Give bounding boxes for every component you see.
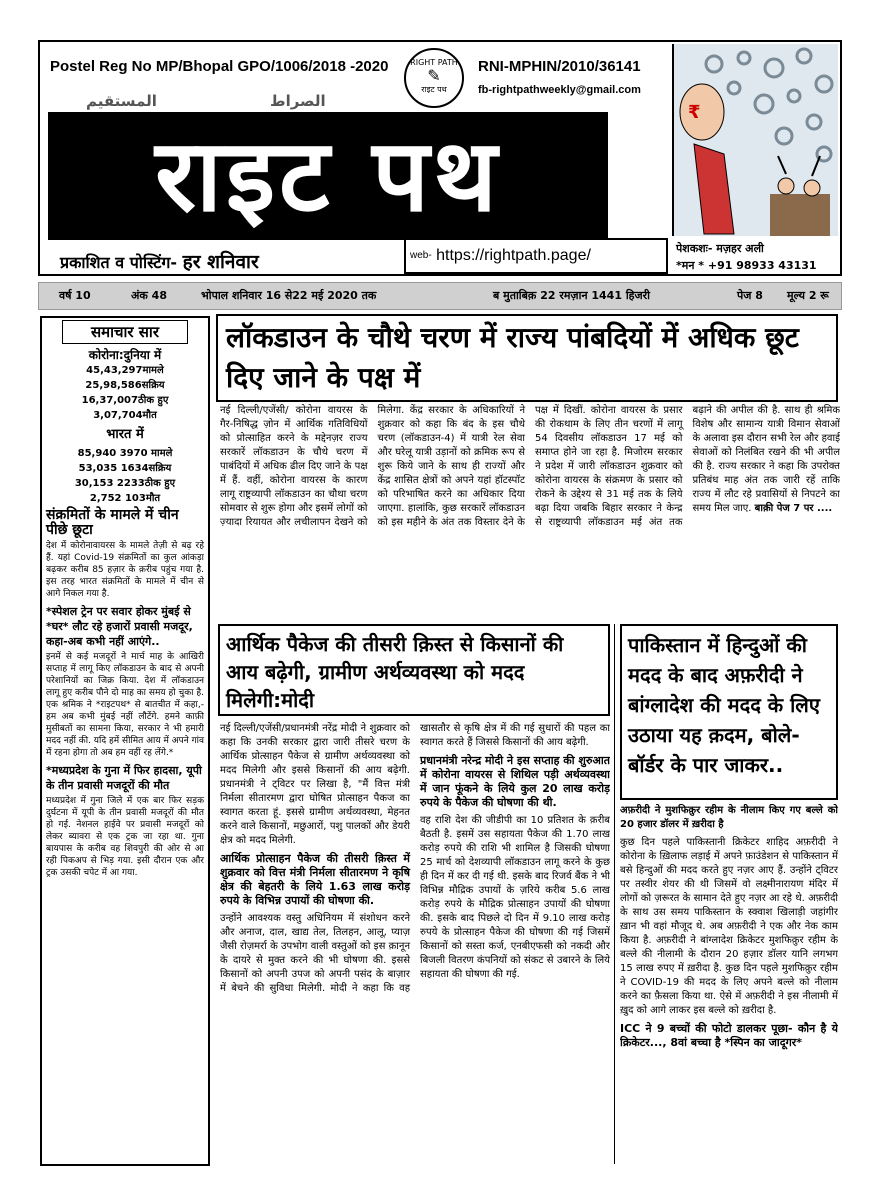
volume-year: वर्ष 10 (59, 289, 91, 302)
story3-paragraph: ICC ने 9 बच्चों की फोटो डालकर पूछा- कौन है ये क्रिकेटर..., 8वां बच्चा है *स्पिन का जादूगर* (620, 1022, 838, 1049)
page-count: पेज 8 (737, 289, 763, 302)
world-stat: 45,43,297मामले (86, 365, 164, 376)
covid-stats (46, 348, 204, 506)
dateline-bar (38, 282, 842, 310)
presenter-info (676, 240, 817, 274)
website-box[interactable] (404, 238, 668, 274)
story2-paragraph: प्रधानमंत्री नरेन्द्र मोदी ने इस सप्ताह की शुरुआत में कोरोना वायरस से शिथिल पड़ी अर्थव्यवस्था में जान फूंकने के लिये कुल 20 लाख करोड़ रुपये के पैकेज की घोषणा की थी. (420, 754, 610, 809)
cartoon-image (672, 44, 838, 236)
story2-paragraph: वह राशि देश की जीडीपी का 10 प्रतिशत के क़रीब बैठती है. इसमें उस सहायता पैकेज की 1.70 लाख करोड़ रुपये की राशि भी शामिल है जिसकी घोषणा 25 मार्च को देशव्यापी लॉकडाउन लागू करने के कुछ ही दिन में कर दी गई थी. इसके बाद रिजर्व बैंक ने भी विभिन्न मौद्रिक उपायों के ज़रिये करीब 5.6 लाख करोड़ रुपये के मौद्रिक प्रोत्साहन उपायों की घोषणा की. इसके बाद पिछले दो दिन में 9.10 लाख करोड़ रुपये के प्रोत्साहन पैकेज की घोषणा की गई जिसमें किसानों को सस्ता कर्ज, एनबीएफसी को नकदी और बिजली वितरण कंपनियों को संकट से उबारने के लिये सहायता की घोषणा की गई. (420, 815, 610, 980)
seal-top-text: RIGHT PATH (410, 58, 458, 67)
story2-body (220, 722, 610, 1162)
issue-number: अंक 48 (131, 289, 167, 302)
india-stat: 85,940 3970 मामले (77, 448, 173, 459)
book-icon: ✎ (427, 66, 441, 85)
world-stat: 3,07,704मौत (93, 410, 157, 421)
sidebar-paragraph-1: देश में कोरोनावायरस के मामले तेज़ी से बढ़ रहे हैं. यहां Covid-19 संक्रमितों का कुल आंकड़ा बढ़कर करीब 85 हज़ार के क़रीब पहुंच गया है. इस तरह भारत संक्रमितों के मामले में चीन से आगे निकल गया है. (46, 541, 204, 599)
newspaper-logo: राइट पथ (48, 112, 608, 240)
svg-text:₹: ₹ (688, 102, 701, 123)
sidebar-headline-1: संक्रमितों के मामले में चीन पीछे छूटा (46, 507, 179, 538)
story3-paragraph: कुछ दिन पहले पाकिस्तानी क्रिकेटर शाहिद अफ़रीदी ने कोरोना के ख़िलाफ लड़ाई में अपने फ़ाउंडेशन से पाकिस्तान में बसे हिन्दुओं की मदद करते हुए नज़र आए हैं. उन्होंने ट्विटर पर तस्वीर शेयर की थी जिसमें वो लक्ष्मीनारायण मंदिर में लोगों को ज़रूरत के सामान देते हुए नज़र आ रहे थे. अफ़रीदी के साथ उस समय पाकिस्तान के स्क्वाश खिलाड़ी जहांगीर ख़ान भी वहां मौजूद थे. अब अफ़रीदी ने एक और नेक काम किया है. अफ़रीदी ने बांग्लादेश क्रिकेटर मुशफिक़ुर रहीम के बल्ले की नीलामी के दौरान 20 हज़ार डॉलर यानि लगभग 15 लाख रुपए में ख़रीदा है. कुछ दिन पहले मुशफिक़ुर रहीम ने COVID-19 की मदद के लिए अपने बल्ले को नीलाम करने का फ़ैसला किया था. ऐसे में अफ़रीदी ने इस नीलामी में ख़ुद को आगे लाकर इस बल्ले को ख़रीदा है. (620, 837, 838, 1016)
seal-bottom-text: राइट पथ (421, 85, 447, 94)
lead-body (220, 404, 840, 614)
world-stat: 25,98,586सक्रिय (85, 380, 165, 391)
story2-headline: आर्थिक पैकेज की तीसरी क़िस्त से किसानों की आय बढ़ेगी, ग्रामीण अर्थव्यवस्था को मदद मिलेगी:मोदी (218, 624, 610, 716)
lead-body-text: नई दिल्ली/एजेंसी/ कोरोना वायरस के गैर-निषिद्ध ज़ोन में आर्थिक गतिविधियों को प्रोत्साहित करने के मद्देनज़र राज्य सरकारें लॉकडाउन के चौथे चरण में पाबंदियों में अधिक ढील दिए जाने के पक्ष में हैं. वहीं, कोरोना वायरस के कारण लागू राष्ट्रव्यापी लॉकडाउन का चौथा चरण सोमवार से शुरू होगा और इसमें लोगों को ज़्यादा रियायत और लचीलापन देखने को मिलेगा. केंद्र सरकार के अधिकारियों ने शुक्रवार को कहा कि बंद के इस चौथे चरण (लॉकडाउन-4) में यात्री रेल सेवा और घरेलू यात्री उड़ानों को क्रमिक रूप से शुरू किये जाने के साथ ही राज्यों और केंद्र शासित क्षेत्रों को अपने यहां हॉटस्पॉट को परिभाषित करने का अधिकार दिया जाएगा. हालांकि, कुछ सरकारें लॉकडाउन को इस महीने के अंत तक विस्तार देने के पक्ष में दिखीं. कोरोना वायरस के प्रसार की रोकथाम के लिए तीन चरणों में लागू 54 दिवसीय लॉकडाउन 17 मई को समाप्त होने जा रहा है. मिजोरम सरकार ने प्रदेश में जारी लॉकडाउन शुक्रवार को कोरोना वायरस के संक्रमण के प्रसार को रोकने के उद्देश्य से 31 मई तक के लिये बढ़ा दिया जबकि बिहार सरकार ने केन्द्र से राष्ट्रव्यापी लॉकडाउन मई अंत तक बढ़ाने की अपील की है. साथ ही श्रमिक विशेष और सामान्य यात्री विमान सेवाओं के अलावा इस दौरान सभी रेल और हवाई सेवाओं को निलंबित रखने की भी अपील की है. राज्य सरकार ने कहा कि उपरोक्त प्रतिबंध माह अंत तक जारी रहें ताकि राज्य में लौट रहे प्रवासियों से निपटने का समय मिल जाए. (220, 405, 840, 528)
issue-date: भोपाल शनिवार 16 से22 मई 2020 तक (201, 289, 377, 302)
tagline-day: हर शनिवार (182, 251, 259, 273)
lead-headline: लॉकडाउन के चौथे चरण में राज्य पांबदियों में अधिक छूट दिए जाने के पक्ष में (216, 314, 838, 402)
publication-tagline (60, 248, 259, 274)
hijri-date: ब मुताबिक़ 22 रमज़ान 1441 हिजरी (493, 289, 651, 302)
presenter-name: पेशकशः- मज़हर अली (676, 242, 764, 255)
sidebar-paragraph-3: मध्यप्रदेश में गुना जिले में एक बार फिर सड़क दुर्घटना में यूपी के तीन प्रवासी मजदूरों की मौत हो गई. नेशनल हाईवे पर प्रवासी मजदूरों को लेकर ब्यावरा से एक ट्रक जा रहा था. गुना बायपास के करीब वह शिवपुरी की ओर से आ रही पिकअप से भिड़ गया. इसी दौरान एक और ट्रक उसकी चपेट में आ गया. (46, 796, 204, 878)
story3-headline: पाकिस्तान में हिन्दुओं की मदद के बाद अफ़रीदी ने बांग्लादेश की मदद के लिए उठाया यह क़दम, बोले- बॉर्डर के पार जाकर.. (620, 624, 838, 800)
sidebar-headline-2: *स्पेशल ट्रेन पर सवार होकर मुंबई से *घर* लौट रहे हजारों प्रवासी मजदूर, कहा-अब कभी नहीं आएंगे.. (46, 605, 193, 648)
india-stat: 30,153 2233ठीक हुए (74, 478, 176, 489)
india-label: भारत में (106, 427, 144, 442)
price: मूल्य 2 रू (787, 289, 829, 302)
presenter-mobile: *मन * +91 98933 43131 (676, 259, 817, 272)
email-address[interactable]: fb-rightpathweekly@gmail.com (478, 84, 641, 96)
world-label: कोरोना:दुनिया में (88, 348, 162, 362)
story2-paragraph: उन्होंने आवश्यक वस्तु अधिनियम में संशोधन करने और अनाज, दाल, खाद्य तेल, तिलहन, आलू, प्याज़ जैसी रोज़मर्रा के उपभोग वाली वस्तुओं को इस क़ानून के दायरे से मुक्त करने की भी घोषणा की. इससे किसानों को अपनी उपज को अपनी पसंद के बाज़ार में बेचने की सुविधा मिलेगी. मोदी ने कहा कि वह खासतौर से कृषि क्षेत्र में की गई सुधारों की पहल का स्वागत करते हैं जिससे किसानों की आय बढ़ेगी. (220, 723, 610, 994)
cartoon-illustration (674, 44, 838, 236)
web-label: web- (410, 250, 432, 261)
story3-body (620, 804, 838, 1162)
website-url[interactable]: https://rightpath.page/ (436, 247, 591, 264)
newspaper-seal (404, 48, 464, 108)
rni-number: RNI-MPHIN/2010/36141 (478, 58, 641, 75)
column-divider (614, 624, 615, 1164)
india-stat: 53,035 1634सक्रिय (78, 463, 172, 474)
urdu-title-left: المستقیم (86, 92, 157, 110)
world-stat: 16,37,007ठीक हुए (81, 395, 169, 406)
story2-paragraph: आर्थिक प्रोत्साहन पैकेज की तीसरी क़िस्त में शुक्रवार को वित्त मंत्री निर्मला सीतारमण ने कृषि क्षेत्र की बेहतरी के लिये 1.63 लाख करोड़ रुपये के विभिन्न उपायों की घोषणा की. (220, 852, 410, 907)
sidebar-title: समाचार सार (62, 320, 188, 344)
postal-registration: Postel Reg No MP/Bhopal GPO/1006/2018 -2020 (50, 58, 389, 75)
story3-paragraph: अफ़रीदी ने मुशफिक़ुर रहीम के नीलाम किए गए बल्ले को 20 हजार डॉलर में ख़रीदा है (620, 805, 838, 830)
sidebar-headline-3: *मध्यप्रदेश के गुना में फिर हादसा, यूपी के तीन प्रवासी मजदूरों की मौत (46, 764, 202, 792)
india-stat: 2,752 103मौत (89, 493, 161, 504)
urdu-title-right: الصراط (270, 92, 326, 110)
sidebar-paragraph-2: इनमें से कई मजदूरों ने मार्च माह के आखिरी सप्ताह में लागू किए लॉकडाउन के बाद से अपनी परेशानियों का जिक्र किया. देश में लॉकडाउन लागू हुए करीब पौने दो माह का समय हो चुका है. एक श्रमिक ने *राइटपथ* से बातचीत में कहा,-हम अब कभी मुंबई नहीं लौटेंगे. हमने काफ़ी मुसीबतों का सामना किया, सरकार ने भी हमारी मदद नहीं की. यदि हमें सीमित आय में अपने गांव में रहना होगा तो अब हम वहीं रह लेंगे.* (46, 652, 204, 758)
story2-paragraph: नई दिल्ली/एजेंसी/प्रधानमंत्री नरेंद्र मोदी ने शुक्रवार को कहा कि उनकी सरकार द्वारा जारी तीसरे चरण के आर्थिक प्रोत्साहन पैकेज से ग्रामीण अर्थव्यवस्था को मदद मिलेगी और इससे किसानों की आय बढ़ेगी. प्रधानमंत्री ने ट्विटर पर लिखा है, "मैं वित्त मंत्री निर्मला सीतारमण द्वारा घोषित प्रोत्साहन पैकज का स्वागत करता हूं. इससे ग्रामीण अर्थव्यवस्था, मेहनत करने वाले किसानों, मछुआरों, पशु पालकों और डेयरी क्षेत्र को मदद मिलेगी. (220, 723, 410, 846)
continued-note: बाक़ी पेज 7 पर .... (754, 503, 833, 514)
news-summary-sidebar (40, 316, 210, 1166)
tagline-prefix: प्रकाशित व पोस्टिंग- (60, 253, 178, 272)
